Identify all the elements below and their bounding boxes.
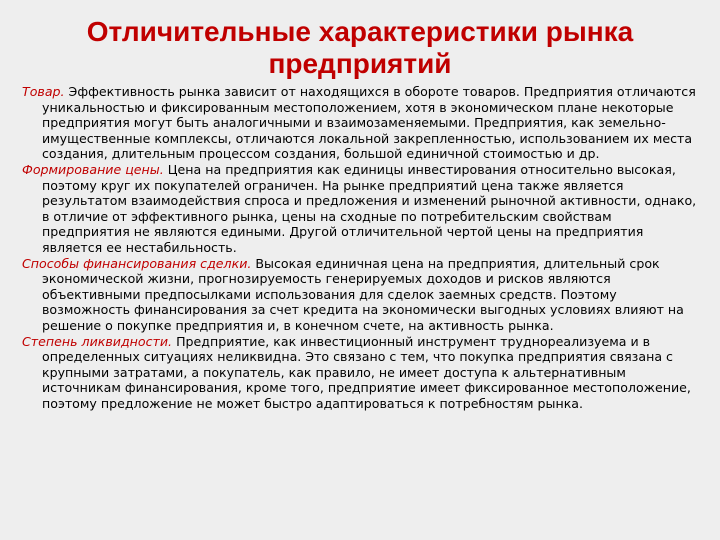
slide-body xyxy=(22,84,698,411)
paragraph-price-formation-text: Цена на предприятия как единицы инвестирования относительно высокая, поэтому круг их покупателей ограничен. На рынке предприятий цена также является результатом взаимодействия спроса и предложения и изменений рыночной активности, однако, в отличие от эффективного рынка, цены на сходные по потребительским свойствам предприятия не являются едиными. Другой отличительной чертой цены на предприятия является ее нестабильность. xyxy=(42,161,697,255)
paragraph-liquidity-text: Предприятие, как инвестиционный инструмент труднореализуема и в определенных ситуациях неликвидна. Это связано с тем, что покупка предприятия связана с крупными затратами, а покупатель, как правило, не имеет доступа к альтернативным источникам финансирования, кроме того, предприятие имеет фиксированное местоположение, поэтому предложение не может быстро адаптироваться к потребностям рынка. xyxy=(42,333,691,411)
term-liquidity: Степень ликвидности. xyxy=(22,333,173,349)
slide-title xyxy=(0,16,720,80)
paragraph-financing-text: Высокая единичная цена на предприятия, длительный срок экономической жизни, прогнозируемость генерируемых доходов и рисков являются объективными предпосылками использования для сделок заемных средств. Поэтому возможность финансирования за счет кредита на экономически выгодных условиях влияют на решение о покупке предприятия и, в конечном счете, на активность рынка. xyxy=(42,255,684,333)
paragraph-financing xyxy=(22,256,698,334)
term-financing: Способы финансирования сделки. xyxy=(22,255,252,271)
slide-title-line-2: предприятий xyxy=(268,48,452,79)
slide-title-line-1: Отличительные характеристики рынка xyxy=(86,16,634,47)
paragraph-product-text: Эффективность рынка зависит от находящихся в обороте товаров. Предприятия отличаются уникальностью и фиксированным местоположением, хотя в экономическом плане некоторые предприятия могут быть аналогичными и взаимозаменяемыми. Предприятия, как земельно-имущественные комплексы, отличаются локальной закрепленностью, использованием их места создания, длительным процессом создания, большой единичной стоимостью и др. xyxy=(42,84,696,162)
paragraph-liquidity xyxy=(22,334,698,412)
term-price-formation: Формирование цены. xyxy=(22,161,164,177)
paragraph-price-formation xyxy=(22,162,698,256)
paragraph-product xyxy=(22,84,698,162)
term-product: Товар. xyxy=(22,84,65,99)
